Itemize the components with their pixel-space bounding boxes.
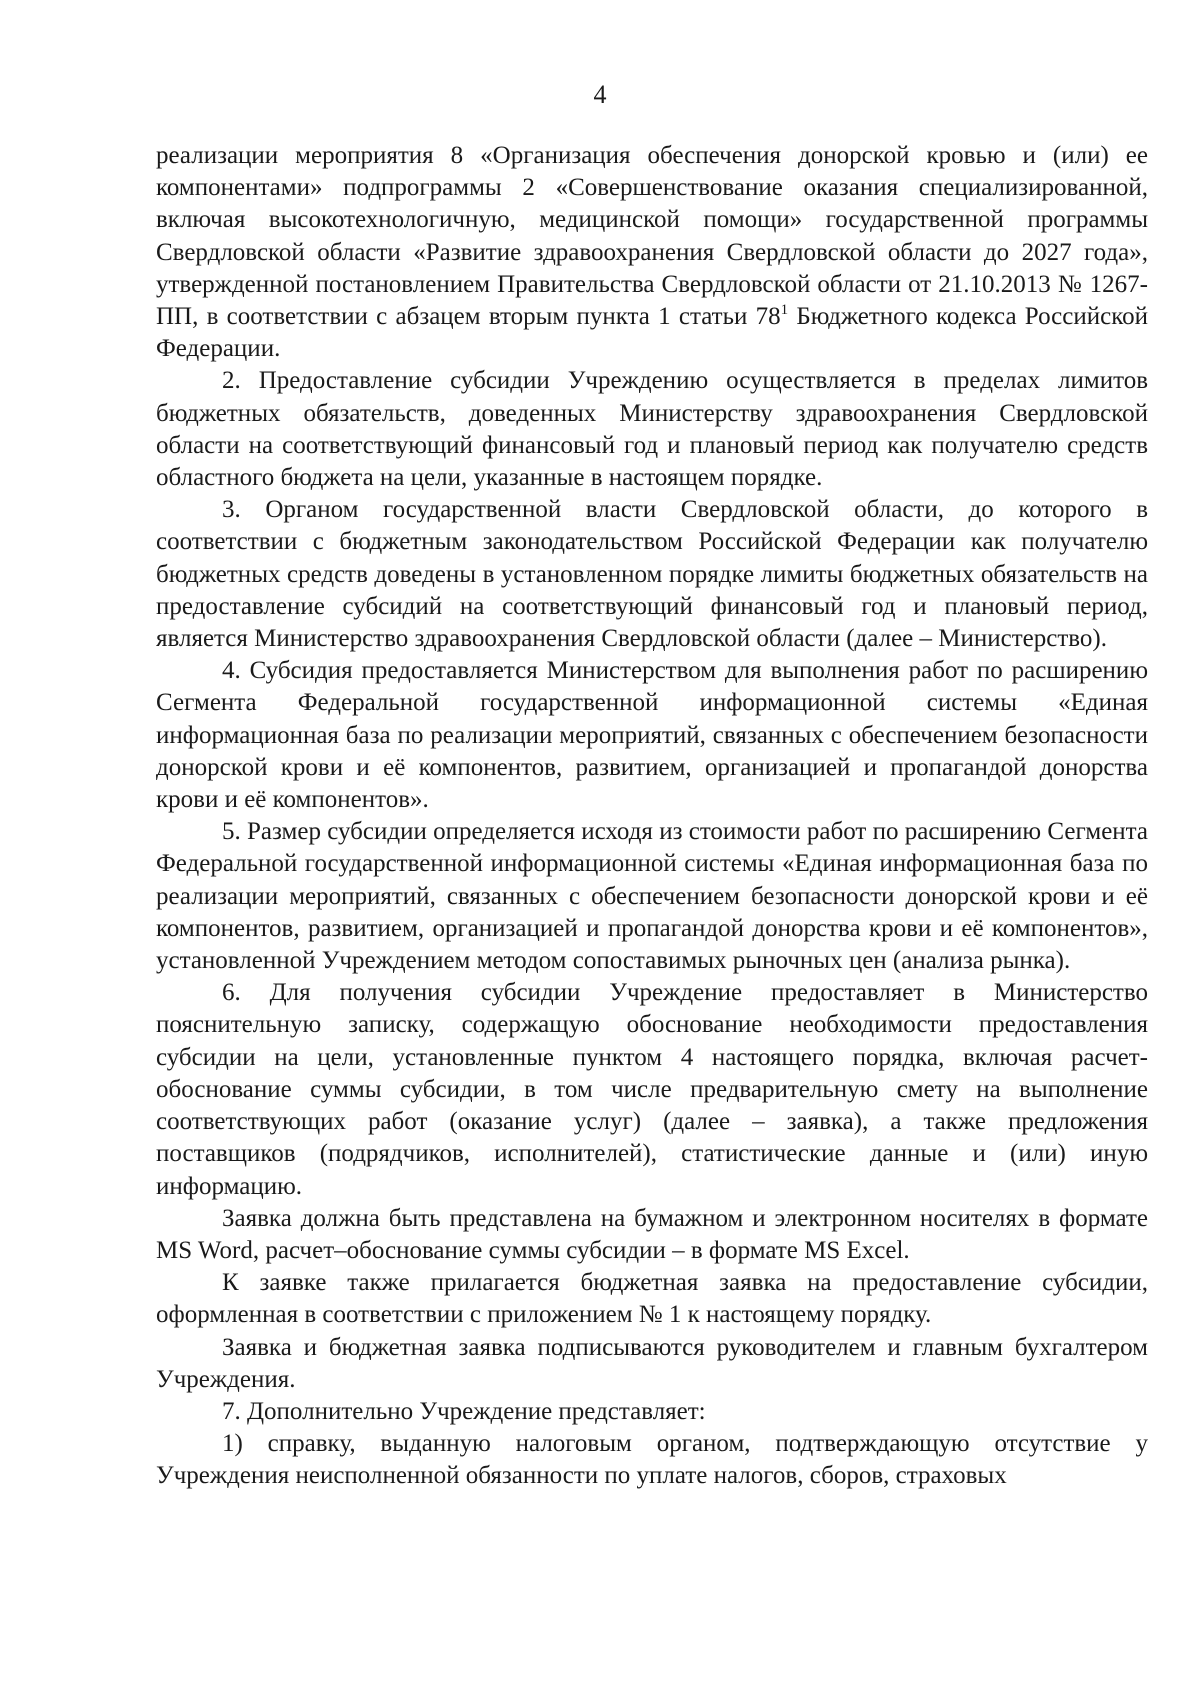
paragraph-3: 3. Органом государственной власти Свердловской области, до которого в соответствии с бюджетным законодательством Российской Федерации как получателю бюджетных средств доведены в установленном порядке лимиты бюджетных обязательств на предоставление субсидий на соответствующий финансовый год и плановый период, является Министерство здравоохранения Свердловской области (далее – Министерство). (156, 496, 1148, 653)
paragraph-1-tail: Бюджетного кодекса Российской Федерации. (156, 303, 1148, 363)
paragraph-1 (156, 140, 1148, 365)
paragraph-7: Заявка должна быть представлена на бумажном и электронном носителях в формате MS Word, расчет–обоснование суммы субсидии – в формате MS Excel. (156, 1204, 1148, 1264)
paragraph-1-superscript: 1 (780, 302, 789, 319)
paragraph-5: 5. Размер субсидии определяется исходя из стоимости работ по расширению Сегмента Федеральной государственной информационной системы «Единая информационная база по реализации мероприятий, связанных с обеспечением безопасности донорской крови и её компонентов, развитием, организацией и пропагандой донорства крови и её компонентов», установленной Учреждением методом сопоставимых рыночных цен (анализа рынка). (156, 818, 1148, 975)
paragraph-2: 2. Предоставление субсидии Учреждению осуществляется в пределах лимитов бюджетных обязательств, доведенных Министерству здравоохранения Свердловской области на соответствующий финансовый год и плановый период как получателю средств областного бюджета на цели, указанные в настоящем порядке. (156, 367, 1148, 492)
document-body (156, 140, 1148, 1493)
paragraph-10: 7. Дополнительно Учреждение представляет: (222, 1397, 706, 1425)
page-number: 4 (593, 80, 607, 109)
paragraph-11: 1) справку, выданную налоговым органом, подтверждающую отсутствие у Учреждения неисполненной обязанности по уплате налогов, сборов, страховых (156, 1430, 1148, 1490)
paragraph-6: 6. Для получения субсидии Учреждение предоставляет в Министерство пояснительную записку, содержащую обоснование необходимости предоставления субсидии на цели, установленные пунктом 4 настоящего порядка, включая расчет-обоснование суммы субсидии, в том числе предварительную смету на выполнение соответствующих работ (оказание услуг) (далее – заявка), а также предложения поставщиков (подрядчиков, исполнителей), статистические данные и (или) иную информацию. (156, 979, 1148, 1200)
paragraph-4: 4. Субсидия предоставляется Министерством для выполнения работ по расширению Сегмента Федеральной государственной информационной системы «Единая информационная база по реализации мероприятий, связанных с обеспечением безопасности донорской крови и её компонентов, развитием, организацией и пропагандой донорства крови и её компонентов». (156, 657, 1148, 814)
paragraph-8: К заявке также прилагается бюджетная заявка на предоставление субсидии, оформленная в соответствии с приложением № 1 к настоящему порядку. (156, 1269, 1148, 1329)
paragraph-1-text: реализации мероприятия 8 «Организация обеспечения донорской кровью и (или) ее компонентами» подпрограммы 2 «Совершенствование оказания специализированной, включая высокотехнологичную, медицинской помощи» государственной программы Свердловской области «Развитие здравоохранения Свердловской области до 2027 года», утвержденной постановлением Правительства Свердловской области от 21.10.2013 № 1267-ПП, в соответствии с абзацем вторым пункта 1 статьи 78 (156, 142, 1148, 331)
paragraph-9: Заявка и бюджетная заявка подписываются руководителем и главным бухгалтером Учреждения. (156, 1333, 1148, 1393)
